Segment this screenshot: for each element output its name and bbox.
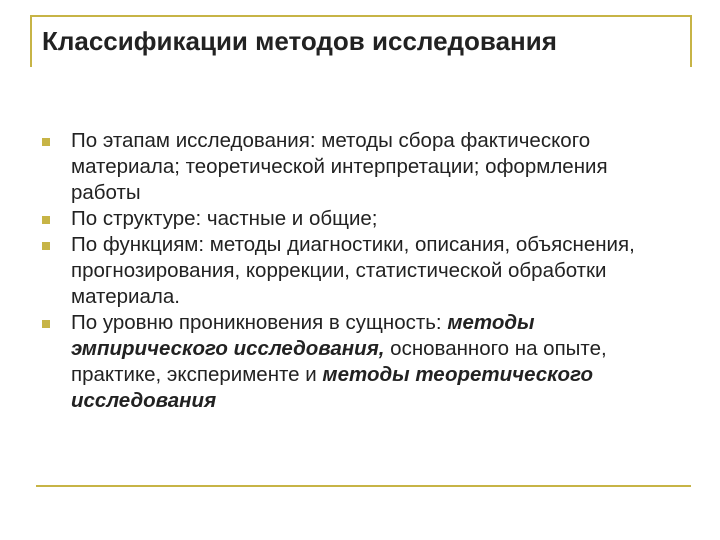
bullet-text-part: основанного на опыте, практике, эксперименте и xyxy=(71,337,607,386)
bottom-rule xyxy=(36,485,691,487)
title-frame-right-rule xyxy=(690,15,692,67)
emphasis-theoretical-methods: методы теоретического исследования xyxy=(71,363,594,412)
title-frame-left-rule xyxy=(30,15,32,67)
square-bullet-icon xyxy=(42,216,50,224)
title-frame-top-rule xyxy=(30,15,692,17)
square-bullet-icon xyxy=(42,320,50,328)
slide-title: Классификации методов исследования xyxy=(42,26,557,56)
square-bullet-icon xyxy=(42,138,50,146)
bullet-text: По структуре: частные и общие; xyxy=(71,207,378,230)
bullet-text-part: По уровню проникновения в сущность: xyxy=(71,311,448,334)
bullet-item-stages xyxy=(40,128,680,206)
square-bullet-icon xyxy=(42,242,50,250)
bullet-text: По функциям: методы диагностики, описания, объяснения, прогнозирования, коррекции, статистической обработки материала. xyxy=(71,233,635,308)
emphasis-empirical-methods: методы эмпирического исследования, xyxy=(71,311,535,360)
bullet-item-structure xyxy=(40,206,680,232)
bullet-list xyxy=(40,128,680,414)
bullet-text: По этапам исследования: методы сбора фактического материала; теоретической интерпретации; оформления работы xyxy=(71,129,608,204)
bullet-item-penetration-level xyxy=(40,310,680,414)
bullet-item-functions xyxy=(40,232,680,310)
